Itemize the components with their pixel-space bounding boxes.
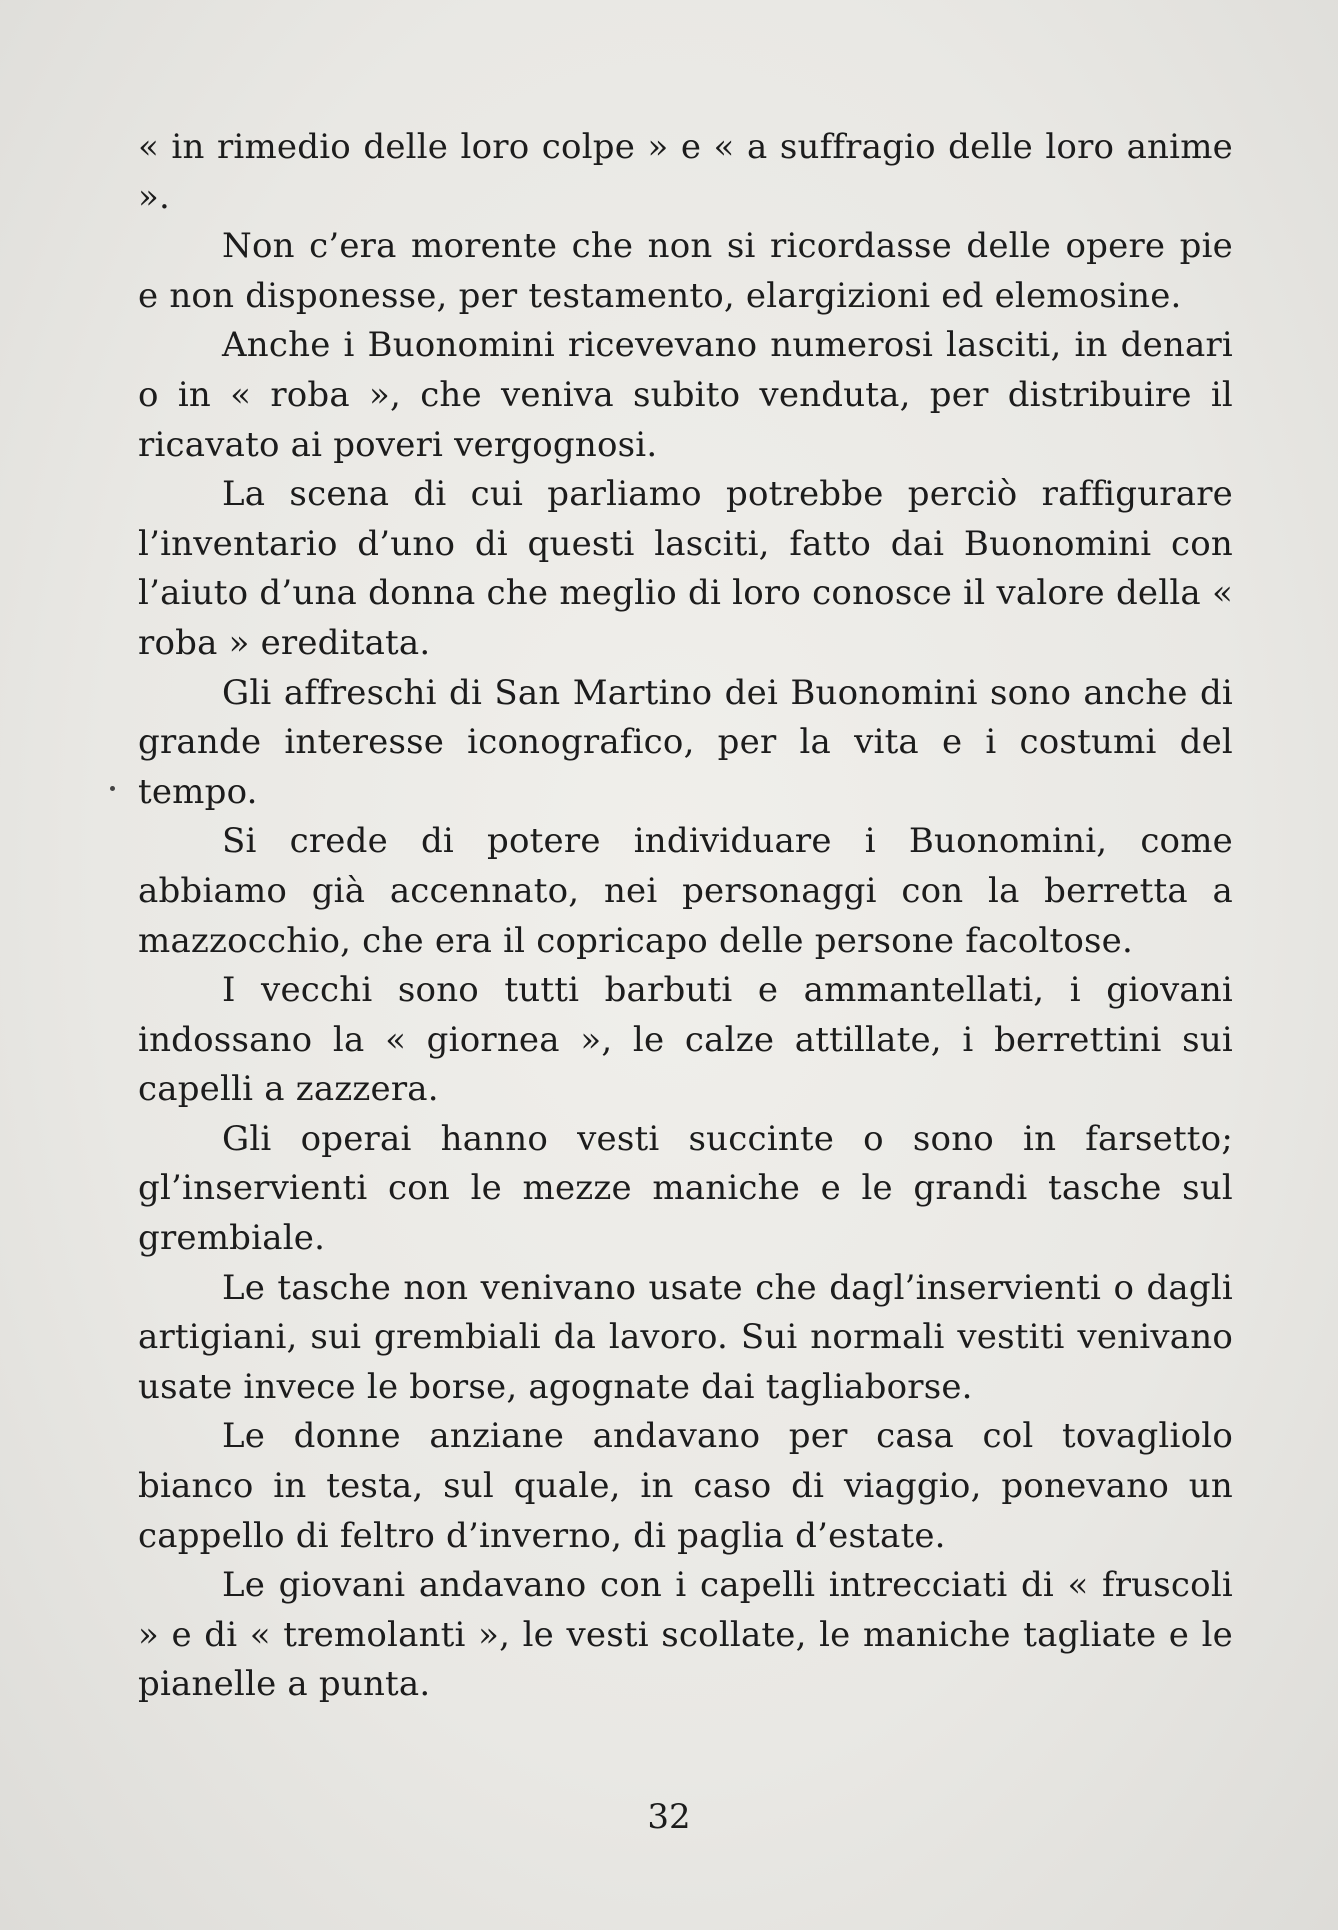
paragraph: Gli affreschi di San Martino dei Buonomini sono anche di grande interesse iconografico, per la vita e i costumi del tempo.	[138, 672, 1233, 812]
paragraph: I vecchi sono tutti barbuti e ammantellati, i giovani indossano la « giornea », le calze attillate, i berrettini sui capelli a zazzera.	[138, 970, 1233, 1110]
ink-speck	[110, 786, 115, 791]
paragraph: Gli operai hanno vesti succinte o sono in farsetto; gl’inservienti con le mezze maniche e le grandi tasche sul grembiale.	[138, 1118, 1233, 1259]
paragraph: Non c’era morente che non si ricordasse delle opere pie e non disponesse, per testamento, elargizioni ed elemosine.	[138, 226, 1233, 316]
paragraph: « in rimedio delle loro colpe » e « a suffragio delle loro anime ».	[138, 127, 1233, 217]
paragraph: La scena di cui parliamo potrebbe perciò raffigurare l’inventario d’uno di questi lasciti, fatto dai Buonomini con l’aiuto d’una donna che meglio di loro conosce il valore della « roba » ereditata.	[138, 474, 1233, 663]
body-text	[138, 123, 1233, 1710]
paragraph: Le donne anziane andavano per casa col tovagliolo bianco in testa, sul quale, in caso di viaggio, ponevano un cappello di feltro d’inverno, di paglia d’estate.	[138, 1416, 1233, 1556]
page-number: 32	[647, 1797, 691, 1837]
paragraph: Anche i Buonomini ricevevano numerosi lasciti, in denari o in « roba », che veniva subito venduta, per distribuire il ricavato ai poveri vergognosi.	[138, 325, 1233, 465]
paragraph: Le giovani andavano con i capelli intrecciati di « fruscoli » e di « tremolanti », le vesti scollate, le maniche tagliate e le pianelle a punta.	[138, 1565, 1233, 1705]
paragraph: Le tasche non venivano usate che dagl’inservienti o dagli artigiani, sui grembiali da lavoro. Sui normali vestiti venivano usate invece le borse, agognate dai tagliaborse.	[138, 1267, 1233, 1407]
paragraph: Si crede di potere individuare i Buonomini, come abbiamo già accennato, nei personaggi con la berretta a mazzocchio, che era il copricapo delle persone facoltose.	[138, 821, 1233, 961]
